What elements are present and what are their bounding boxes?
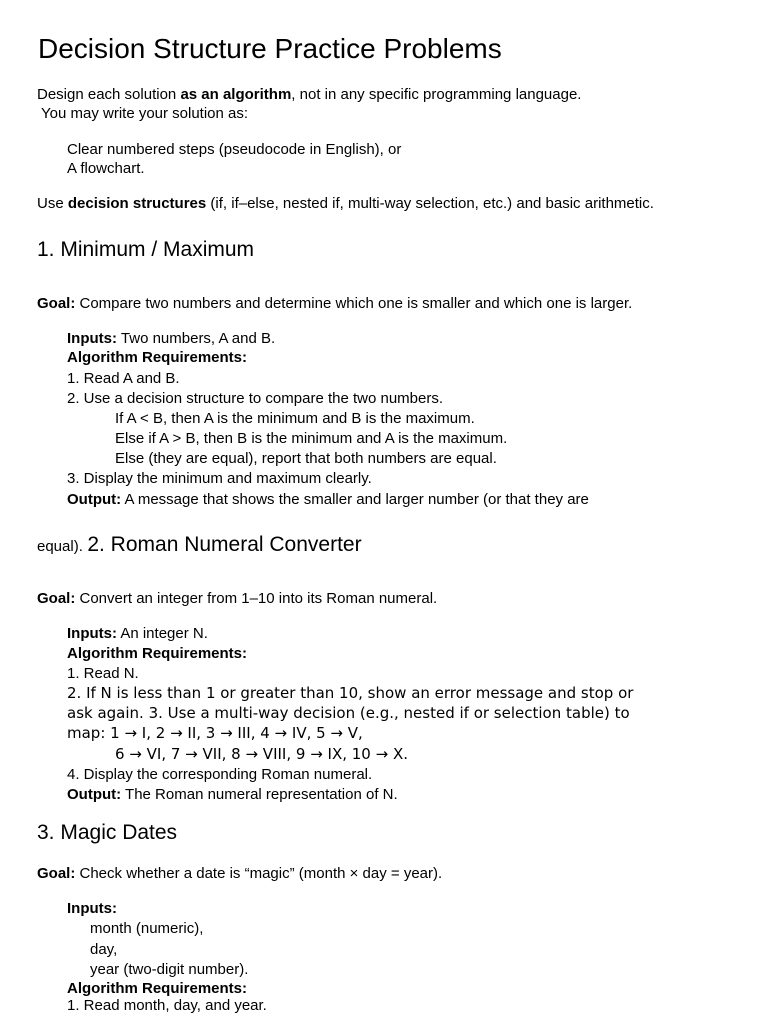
inputs-text: An integer N.	[117, 625, 208, 642]
use-text-c: (if, if–else, nested if, multi-way selection, etc.) and basic arithmetic.	[206, 195, 654, 212]
p1-step-2: 2. Use a decision structure to compare the two numbers.	[67, 390, 444, 407]
inputs-label: Inputs:	[67, 900, 117, 917]
p2-output	[67, 786, 398, 803]
page-title: Decision Structure Practice Problems	[38, 33, 502, 64]
p1-step-2b: Else if A > B, then B is the minimum and A is the maximum.	[115, 430, 508, 447]
p2-step-1: 1. Read N.	[67, 665, 139, 682]
output-label: Output:	[67, 491, 122, 508]
output-text-end: equal).	[37, 538, 83, 555]
intro-bold-algorithm: as an algorithm	[180, 86, 292, 103]
p2-step-2-line-3: map: 1 → I, 2 → II, 3 → III, 4 → IV, 5 → V,	[67, 724, 363, 742]
p1-step-2c: Else (they are equal), report that both numbers are equal.	[115, 450, 497, 467]
goal-text: Compare two numbers and determine which one is smaller and which one is larger.	[75, 295, 633, 312]
heading-min-max: 1. Minimum / Maximum	[37, 238, 255, 261]
p2-requirements-label	[67, 645, 247, 662]
p2-step-2-line-1: 2. If N is less than 1 or greater than 10, show an error message and stop or	[67, 684, 634, 702]
p2-inputs	[67, 625, 208, 642]
intro-use-line	[37, 195, 654, 212]
p2-step-2-line-4: 6 → VI, 7 → VII, 8 → VIII, 9 → IX, 10 → X.	[115, 745, 408, 763]
intro-line-2: You may write your solution as:	[41, 105, 249, 122]
goal-label: Goal:	[37, 590, 76, 607]
p3-requirements-label	[67, 980, 247, 997]
p3-goal	[37, 865, 442, 882]
p1-requirements-label	[67, 349, 247, 366]
heading-roman-numeral: 2. Roman Numeral Converter	[87, 533, 362, 556]
requirements-label: Algorithm Requirements:	[67, 980, 248, 997]
intro-line-1	[37, 86, 581, 103]
p3-inputs-label	[67, 900, 117, 917]
p1-output-end-and-heading-2	[37, 533, 362, 557]
option-flowchart: A flowchart.	[67, 160, 145, 177]
p1-output	[67, 491, 589, 508]
goal-label: Goal:	[37, 295, 76, 312]
p1-inputs	[67, 330, 275, 347]
use-bold-decision: decision structures	[67, 195, 207, 212]
p3-input-day: day,	[90, 941, 118, 958]
intro-text-c: , not in any specific programming language.	[291, 86, 582, 103]
p1-goal	[37, 295, 632, 312]
p2-step-2-line-2: ask again. 3. Use a multi-way decision (e.g., nested if or selection table) to	[67, 704, 630, 722]
inputs-label: Inputs:	[67, 625, 117, 642]
p3-step-1: 1. Read month, day, and year.	[67, 997, 267, 1014]
output-label: Output:	[67, 786, 122, 803]
intro-text-a: Design each solution	[37, 86, 181, 103]
inputs-label: Inputs:	[67, 330, 117, 347]
p2-goal	[37, 590, 437, 607]
requirements-label: Algorithm Requirements:	[67, 349, 248, 366]
output-text: The Roman numeral representation of N.	[121, 786, 398, 803]
inputs-text: Two numbers, A and B.	[117, 330, 276, 347]
option-pseudocode: Clear numbered steps (pseudocode in English), or	[67, 141, 402, 158]
p2-step-4: 4. Display the corresponding Roman numeral.	[67, 766, 373, 783]
p1-step-3: 3. Display the minimum and maximum clearly.	[67, 470, 372, 487]
p1-step-1: 1. Read A and B.	[67, 370, 180, 387]
goal-text: Check whether a date is “magic” (month × day = year).	[75, 865, 443, 882]
output-text: A message that shows the smaller and larger number (or that they are	[121, 491, 589, 508]
p3-input-month: month (numeric),	[90, 920, 204, 937]
p3-input-year: year (two-digit number).	[90, 961, 249, 978]
requirements-label: Algorithm Requirements:	[67, 645, 248, 662]
goal-label: Goal:	[37, 865, 76, 882]
heading-magic-dates: 3. Magic Dates	[37, 821, 178, 844]
goal-text: Convert an integer from 1–10 into its Roman numeral.	[75, 590, 438, 607]
p1-step-2a: If A < B, then A is the minimum and B is the maximum.	[115, 410, 475, 427]
use-text-a: Use	[37, 195, 68, 212]
